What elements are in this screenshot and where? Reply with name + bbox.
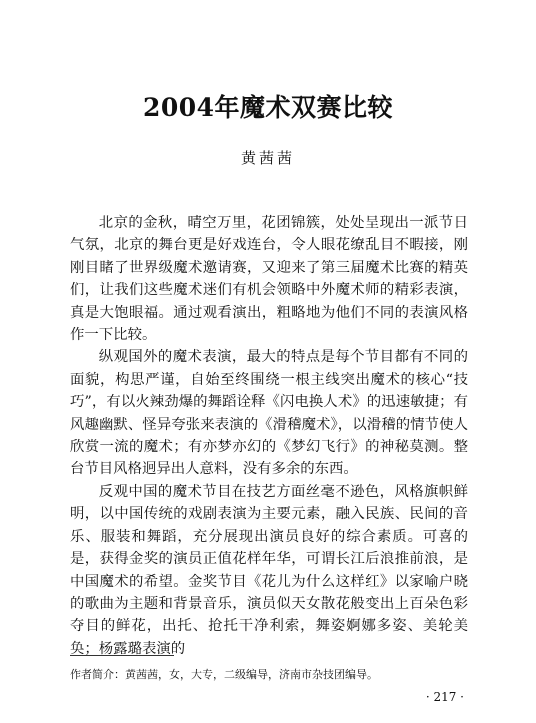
author-name: 黄茜茜 [240, 149, 295, 167]
author-footnote: 作者简介：黄茜茜，女，大专，二级编导，济南市杂技团编导。 [70, 668, 378, 681]
page-number: · 217 · [425, 690, 464, 704]
article-title: 2004年魔术双赛比较 [142, 93, 394, 122]
article-body [70, 212, 468, 660]
body-paragraph: 反观中国的魔术节目在技艺方面丝毫不逊色，风格旗帜鲜明，以中国传统的戏剧表演为主要元素，融入民族、民间的音乐、服装和舞蹈，充分展现出演员良好的综合素质。可喜的是，获得金奖的演员正值花样年华，可谓长江后浪推前浪，是中国魔术的希望。金奖节目《花儿为什么这样红》以家喻户晓的歌曲为主题和背景音乐，演员似天女散花般变出上百朵色彩夺目的鲜花，出托、抢托干净利索，舞姿婀娜多姿、美轮美奂；杨露璐表演的 [70, 483, 468, 657]
body-paragraph: 纵观国外的魔术表演，最大的特点是每个节目都有不同的面貌，构思严谨，自始至终围绕一根主线突出魔术的核心“技巧”，有以火辣劲爆的舞蹈诠释《闪电换人术》的迅速敏捷；有风趣幽默、怪异夸张来表演的《滑稽魔术》，以滑稽的情节使人欣赏一流的魔术；有亦梦亦幻的《梦幻飞行》的神秘莫测。整台节目风格迥异出人意料，没有多余的东西。 [70, 349, 468, 478]
body-paragraph: 北京的金秋，晴空万里，花团锦簇，处处呈现出一派节日气氛，北京的舞台更是好戏连台，令人眼花缭乱目不暇接，刚刚目睹了世界级魔术邀请赛，又迎来了第三届魔术比赛的精英们，让我们这些魔术迷们有机会领略中外魔术师的精彩表演，真是大饱眼福。通过观看演出，粗略地为他们不同的表演风格作一下比较。 [70, 215, 468, 344]
footnote-divider [70, 655, 174, 656]
